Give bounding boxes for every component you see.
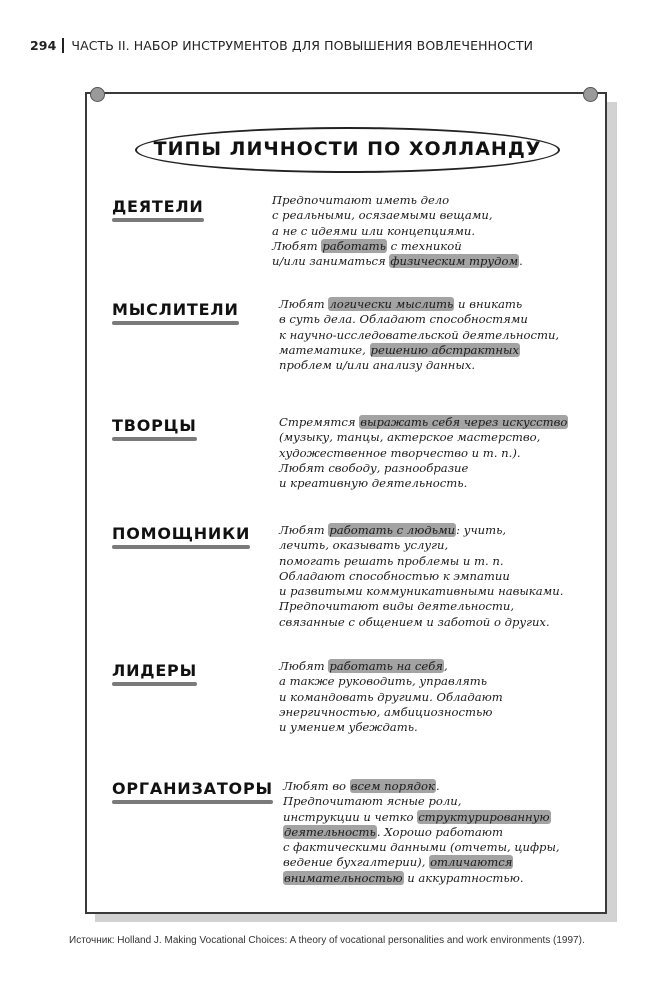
description-text: Любят во <box>283 779 350 793</box>
description-text: : учить, <box>456 523 507 537</box>
type-name-thinkers <box>112 300 239 319</box>
description-text: Любят <box>279 659 329 673</box>
description-line <box>283 779 613 794</box>
description-text: с реальными, осязаемыми вещами, <box>272 208 493 223</box>
description-text: художественное творчество и т. п.). <box>279 445 521 460</box>
description-text: Обладают способностью к эмпатии <box>279 568 510 583</box>
highlighted-phrase: работать с людьми <box>329 523 456 537</box>
description-text: с фактическими данными (отчеты, цифры, <box>283 840 560 855</box>
description-line <box>283 855 613 870</box>
highlighted-phrase: внимательностью <box>284 870 403 885</box>
description-text: связанные с общением и заботой о других. <box>279 614 550 629</box>
description-text: математике, <box>279 342 370 357</box>
poster-title: ТИПЫ ЛИЧНОСТИ ПО ХОЛЛАНДУ <box>153 138 542 160</box>
description-text: лечить, оказывать услуги, <box>279 538 449 553</box>
description-text: Любят <box>279 523 329 537</box>
description-line <box>279 430 609 445</box>
type-name-label: ТВОРЦЫ <box>112 416 197 435</box>
description-line <box>279 312 609 327</box>
description-text: Любят свободу, разнообразие <box>279 460 469 475</box>
description-text: Любят <box>272 238 322 253</box>
type-description-thinkers <box>279 297 609 373</box>
description-text: ведение бухгалтерии), <box>283 855 430 870</box>
type-description-doers <box>272 193 602 269</box>
type-underline <box>112 218 204 222</box>
description-text: энергичностью, амбициозностью <box>279 704 493 719</box>
pushpin-left-icon <box>90 87 105 102</box>
description-line <box>279 476 609 491</box>
description-text: к научно-исследовательской деятельности, <box>279 327 560 342</box>
description-line <box>283 825 613 840</box>
type-name-label: ДЕЯТЕЛИ <box>112 197 204 216</box>
description-line <box>279 569 609 584</box>
type-name-doers <box>112 197 204 216</box>
poster-title-oval <box>135 127 560 173</box>
description-line <box>279 674 609 689</box>
highlighted-phrase: всем порядок <box>350 779 435 793</box>
highlighted-phrase: деятельность <box>284 824 376 839</box>
type-name-label: ЛИДЕРЫ <box>112 661 197 680</box>
description-text: а также руководить, управлять <box>279 674 488 689</box>
description-line <box>279 523 609 538</box>
description-text: инструкции и четко <box>283 809 418 824</box>
running-header <box>30 38 533 53</box>
description-text: и креативную деятельность. <box>279 476 468 491</box>
description-line <box>272 208 602 223</box>
type-name-creators <box>112 416 197 435</box>
description-line <box>283 794 613 809</box>
description-text: и аккуратностью. <box>403 870 524 885</box>
description-text: проблем и/или анализу данных. <box>279 358 476 373</box>
description-text: Предпочитают виды деятельности, <box>279 599 515 614</box>
header-divider <box>62 38 64 53</box>
description-line <box>279 554 609 569</box>
description-line <box>283 810 613 825</box>
description-text: а не с идеями или концепциями. <box>272 223 476 238</box>
description-text: и вникать <box>454 297 523 311</box>
type-underline <box>112 437 197 441</box>
highlighted-phrase: выражать себя через искусство <box>360 415 568 429</box>
description-line <box>279 720 609 735</box>
type-name-organizers <box>112 779 273 798</box>
description-text: помогать решать проблемы и т. п. <box>279 553 504 568</box>
type-description-creators <box>279 415 609 491</box>
highlighted-phrase: физическим трудом <box>390 254 519 269</box>
description-line <box>279 615 609 630</box>
description-text: и/или заниматься <box>272 254 390 269</box>
description-text: в суть дела. Обладают способностями <box>279 312 528 327</box>
type-description-organizers <box>283 779 613 886</box>
type-description-helpers <box>279 523 609 630</box>
description-line <box>279 415 609 430</box>
description-line <box>279 343 609 358</box>
type-name-label: ОРГАНИЗАТОРЫ <box>112 779 273 798</box>
description-line <box>279 659 609 674</box>
type-name-helpers <box>112 524 250 543</box>
description-line <box>279 690 609 705</box>
pushpin-right-icon <box>583 87 598 102</box>
page-number: 294 <box>30 38 57 53</box>
description-line <box>272 193 602 208</box>
description-line <box>279 297 609 312</box>
highlighted-phrase: работать <box>322 238 386 253</box>
description-text: с техникой <box>386 238 462 253</box>
type-underline <box>112 545 250 549</box>
description-text: , <box>443 659 448 673</box>
description-line <box>279 584 609 599</box>
source-note: Источник: Holland J. Making Vocational Choices: A theory of vocational personalities and work environments (1997). <box>69 935 585 946</box>
description-text: . <box>519 254 523 269</box>
description-line <box>272 224 602 239</box>
highlighted-phrase: отличаются <box>430 855 513 870</box>
description-text: . Хорошо работают <box>376 824 504 839</box>
description-text: Любят <box>279 297 329 311</box>
description-line <box>283 871 613 886</box>
description-line <box>272 254 602 269</box>
description-text: (музыку, танцы, актерское мастерство, <box>279 430 541 445</box>
highlighted-phrase: решению абстрактных <box>370 342 519 357</box>
description-text: Предпочитают иметь дело <box>272 193 450 207</box>
description-line <box>279 446 609 461</box>
description-line <box>279 328 609 343</box>
type-underline <box>112 321 239 325</box>
highlighted-phrase: логически мыслить <box>329 297 454 311</box>
description-line <box>283 840 613 855</box>
description-line <box>279 599 609 614</box>
type-description-leaders <box>279 659 609 735</box>
type-name-label: ПОМОЩНИКИ <box>112 524 251 543</box>
description-text: Предпочитают ясные роли, <box>283 794 462 809</box>
description-line <box>272 239 602 254</box>
type-underline <box>112 682 197 686</box>
description-text: . <box>435 779 440 793</box>
description-line <box>279 358 609 373</box>
description-line <box>279 461 609 476</box>
description-text: и развитыми коммуникативными навыками. <box>279 584 564 599</box>
highlighted-phrase: работать на себя <box>329 659 443 673</box>
type-name-label: МЫСЛИТЕЛИ <box>112 300 239 319</box>
description-line <box>279 538 609 553</box>
description-text: и умением убеждать. <box>279 720 418 735</box>
type-name-leaders <box>112 661 197 680</box>
running-title: ЧАСТЬ II. НАБОР ИНСТРУМЕНТОВ ДЛЯ ПОВЫШЕНИЯ ВОВЛЕЧЕННОСТИ <box>71 38 534 53</box>
highlighted-phrase: структурированную <box>418 809 550 824</box>
description-line <box>279 705 609 720</box>
description-text: Стремятся <box>279 415 360 429</box>
type-underline <box>112 800 273 804</box>
description-text: и командовать другими. Обладают <box>279 689 503 704</box>
